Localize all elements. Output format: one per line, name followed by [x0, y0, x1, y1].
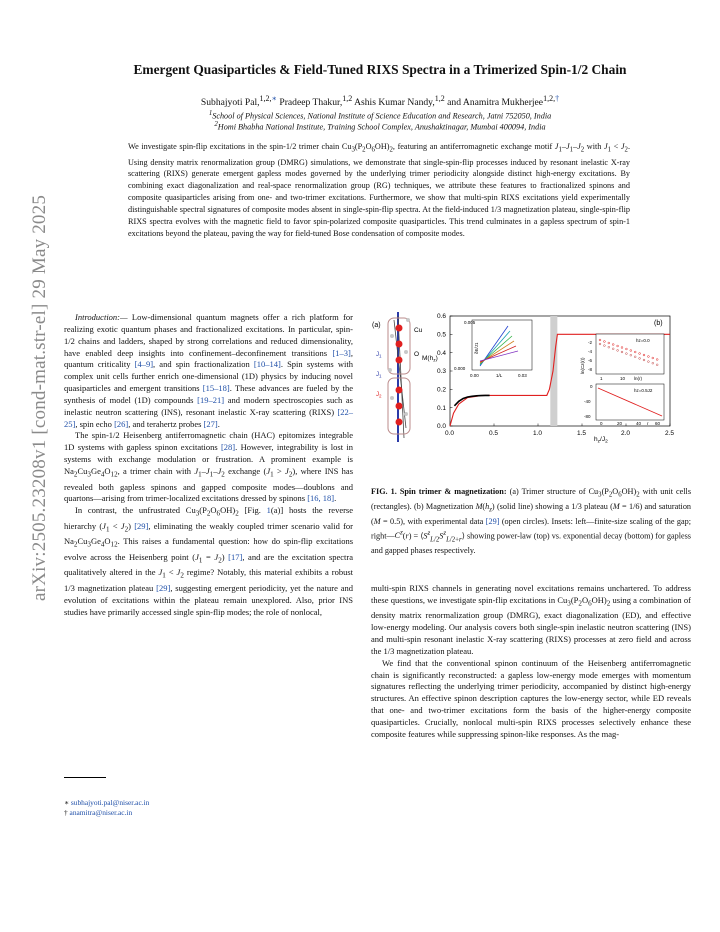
- x-axis-label: $h_z/J_2$: [594, 436, 608, 445]
- panel-a-label: (a): [372, 322, 381, 329]
- inset-rt-ytick-3: -8: [588, 367, 593, 372]
- inset-rt-xtick-1: 10: [620, 376, 626, 381]
- y-tick-label: 0.2: [437, 386, 447, 394]
- abstract: We investigate spin-flip excitations in the spin-1/2 trimer chain $Cu_3(P_2O_6OH)_2$, featuring an antiferromagnetic exchange motif $J_1-J_1-J_2$ with $J_1 < J_2$. Using density matrix renormalization group (DMRG) simulations, we demonstrate that single-spin-flip processes induced by resonant inelastic X-ray scattering (RIXS) generate emergent gapless modes governed by the underlying trimer periodicity alongside distinct high-energy excitations. By combining exact diagonalization and real-space renormalization group (RG) techniques, we attribute these features to fractionalized spinons and composite quasiparticles arising from one- and two-trimer excitations. Furthermore, we show that multi-spin RIXS excitations yield experimentally distinguishable spectral signatures of composite modes absent in single-spin-flip spectra. At the field-induced 1/3 magnetization plateau, single-spin-flip RIXS spectra evolves with the magnetic field to favor spin-polarized composite quasiparticles. This trend culminates in a gapless spectrum of spin-1 excitations beyond the plateau, paving the way for field-tuned Bose condensation of composite modes.: [128, 142, 630, 238]
- experimental-data: [454, 395, 489, 405]
- left-column: [64, 312, 353, 618]
- y-axis-label: $M(h_z)$: [422, 355, 438, 364]
- affiliation-1: $^1$School of Physical Sciences, National Institute of Science Education and Research, Jatni 752050, India: [208, 110, 552, 121]
- intro-paragraph: Introduction:— Low-dimensional quantum magnets offer a rich platform for realizing exotic quantum phases and fractionalized excitations. In particular, spin-1/2 chains and ladders, shaped by strong correlations and reduced dimensionality, have enabled deep insights into confinement–deconfinement transitions [1–3], quantum criticality [4–9], and spin fractionalization [10–14]. Spin systems with complex unit cells further enrich one-dimensional (1D) physics by inducing novel quasiparticles and emergent transitions [15–18]. These advances are fueled by the synthesis of model (1D) compounds [19–21] and modern spectroscopies such as inelastic neutron scattering (INS), resonant inelastic X-ray scattering (RIXS) [22–25], spin echo [26], and terahertz probes [27].: [64, 312, 353, 429]
- inset-left-xtick-1: 0.03: [518, 373, 527, 378]
- y-tick-label: 0.4: [437, 349, 447, 357]
- paper-title: Emergent Quasiparticles & Field-Tuned RIXS Spectra in a Trimerized Spin-1/2 Chain: [133, 62, 627, 77]
- y-tick-label: 0.0: [437, 423, 447, 431]
- y-tick-label: 0.1: [437, 404, 447, 412]
- inset-rb-xtick-2: 40: [636, 421, 642, 426]
- inset-rb-xtick-1: 20: [617, 421, 623, 426]
- inset-correlation-powerlaw: [580, 334, 664, 381]
- hac-paragraph: The spin-1/2 Heisenberg antiferromagnetic chain (HAC) epitomizes integrable 1D systems with gapless spinon excitations [28]. However, integrability is lost in systems with exchange modulation or frustration. A prominent example is $Na_2Cu_3Ge_4O_{12}$, a trimer chain with $J_1-J_1-J_2$ exchange $(J_1 > J_2)$, where INS has revealed both gapless spinons and gapped composite modes—doublons and quartons—arising from trimer-localized excitations dressed by spinons [16, 18].: [64, 430, 354, 504]
- j2-label: $J_2$: [376, 392, 382, 399]
- inset-left-ylabel: δE/J1: [474, 342, 479, 354]
- x-tick-label: 1.0: [533, 430, 543, 437]
- inset-left-xtick-0: 0.00: [470, 373, 479, 378]
- inset-left-xlabel: 1/L: [496, 373, 503, 378]
- footnote-rule: [64, 777, 106, 778]
- contrast-paragraph: In contrast, the unfrustrated $Cu_3(P_2O_6OH)_2$ [Fig. 1(a)] hosts the reverse hierarchy $(J_1 < J_2)$ [29], eliminating the weakly coupled trimer scenario valid for $Na_2Cu_3Ge_4O_{12}$. This raises a fundamental question: how do spin-flip excitations evolve across the Heisenberg point $(J_1 = J_2)$ [17], and are the excitation spectra qualitatively altered in the $J_1 < J_2$ regime? Notably, this material exhibits a robust 1/3 magnetization plateau [29], suggesting emergent periodicity, yet the nature and evolution of excitations within the plateau remain unexplored. Also, prior INS studies have primarily accessed single spin-flip modes; the role of nonlocal,: [64, 505, 354, 617]
- footnote-email-2[interactable]: † anamitra@niser.ac.in: [64, 808, 133, 817]
- rixs-paragraph: multi-spin RIXS channels in generating novel excitations remains unchartered. To address these questions, we investigate spin-flip excitations in $Cu_3(P_2O_6OH)_2$ using a combination of density matrix renormalization group (DMRG), exact diagonalization (ED), and effective low-energy modeling. Our analysis covers both single-spin inelastic neutron scattering (INS) and multi-spin resonant inelastic X-ray scattering (RIXS) processes at zero field and across the 1/3 magnetization plateau.: [371, 583, 692, 656]
- author-list: Subhajyoti Pal,$^{1,2,∗}$ Pradeep Thakur,$^{1,2}$ Ashis Kumar Nandy,$^{1,2}$ and Anamitra Mukherjee$^{1,2,\dagger}$: [200, 94, 560, 109]
- y-tick-label: 0.3: [437, 368, 447, 376]
- trimer-structure: [388, 312, 410, 442]
- figure-1: [368, 308, 694, 446]
- j1-label-b: $J_1$: [376, 372, 382, 379]
- inset-rb-legend: hz=0.5J2: [634, 388, 653, 393]
- inset-gap-scaling: [454, 320, 532, 378]
- arxiv-identifier: arXiv:2505.23208v1 [cond-mat.str-el] 29 May 2025: [29, 194, 50, 601]
- panel-b-label: (b): [654, 320, 663, 327]
- affiliation-2: $^2$Homi Bhabha National Institute, Training School Complex, Anushaktinagar, Mumbai 400094, India: [214, 121, 546, 132]
- inset-rt-ytick-1: -4: [588, 349, 593, 354]
- inset-rt-ylabel: ln(Cz(r)): [580, 357, 585, 374]
- inset-rb-ytick-0: 0: [590, 384, 593, 389]
- y-tick-label: 0.6: [437, 313, 447, 321]
- right-column: [371, 583, 691, 741]
- inset-rt-xlabel: ln(r): [634, 376, 642, 381]
- inset-rb-xtick-0: 0: [600, 421, 603, 426]
- x-tick-label: 0.0: [445, 430, 455, 437]
- inset-rb-ytick-1: -40: [584, 399, 591, 404]
- plateau-transition-band: [550, 316, 557, 426]
- findings-paragraph: We find that the conventional spinon continuum of the Heisenberg antiferromagnetic chain is significantly reconstructed: a gapless low-energy mode emerges with momentum signatures reflecting the underlying trimer periodicity, accompanied by distinct high-energy structures. An effective spinon description captures the low-energy sector, while ED reveals that one- and two-trimer excitations form the basis of the higher-energy composite quasiparticles. Crucially, nonlocal multi-spin RIXS processes selectively enhance these composite features while suppressing spinon-like responses. As the mag-: [371, 657, 691, 739]
- figure-caption: FIG. 1. Spin trimer & magnetization: (a) Trimer structure of $Cu_3(P_2O_6OH)_2$ with unit cells (rectangles). (b) Magnetization $M(h_z)$ (solid line) showing a 1/3 plateau (M = 1/6) and saturation (M = 0.5), with experimental data [29] (open circles). Insets: left—finite-size scaling of the gap; $right—C^z(r)$ = $⟨S^z_{L/2}S^z_{L/2+r}⟩$ showing power-law (top) vs. exponential decay (bottom) for gapless and gapped phases respectively.: [371, 487, 692, 556]
- inset-rb-ytick-2: -80: [584, 414, 591, 419]
- inset-rb-xtick-3: 60: [655, 421, 661, 426]
- footnote-email-1[interactable]: ∗ subhajyoti.pal@niser.ac.in: [64, 798, 150, 807]
- x-tick-label: 1.5: [577, 430, 587, 437]
- x-tick-label: 0.5: [489, 430, 499, 437]
- cu-label: Cu: [414, 327, 423, 334]
- inset-correlation-exponential: [584, 384, 664, 426]
- inset-rt-xtick-0: 1: [600, 376, 603, 381]
- j1-label-a: $J_1$: [376, 352, 382, 359]
- o-label: O: [414, 351, 420, 358]
- inset-rb-xlabel: r: [647, 421, 649, 426]
- x-tick-label: 2.0: [621, 430, 631, 437]
- inset-rt-legend: hz=0.0: [636, 338, 650, 343]
- inset-rt-ytick-2: -6: [588, 358, 593, 363]
- x-tick-label: 2.5: [665, 430, 675, 437]
- inset-rt-ytick-0: -2: [588, 340, 593, 345]
- inset-left-ytick-top: 0.005: [464, 320, 476, 325]
- inset-left-ytick-bottom: 0.000: [454, 366, 466, 371]
- y-tick-label: 0.5: [437, 331, 447, 339]
